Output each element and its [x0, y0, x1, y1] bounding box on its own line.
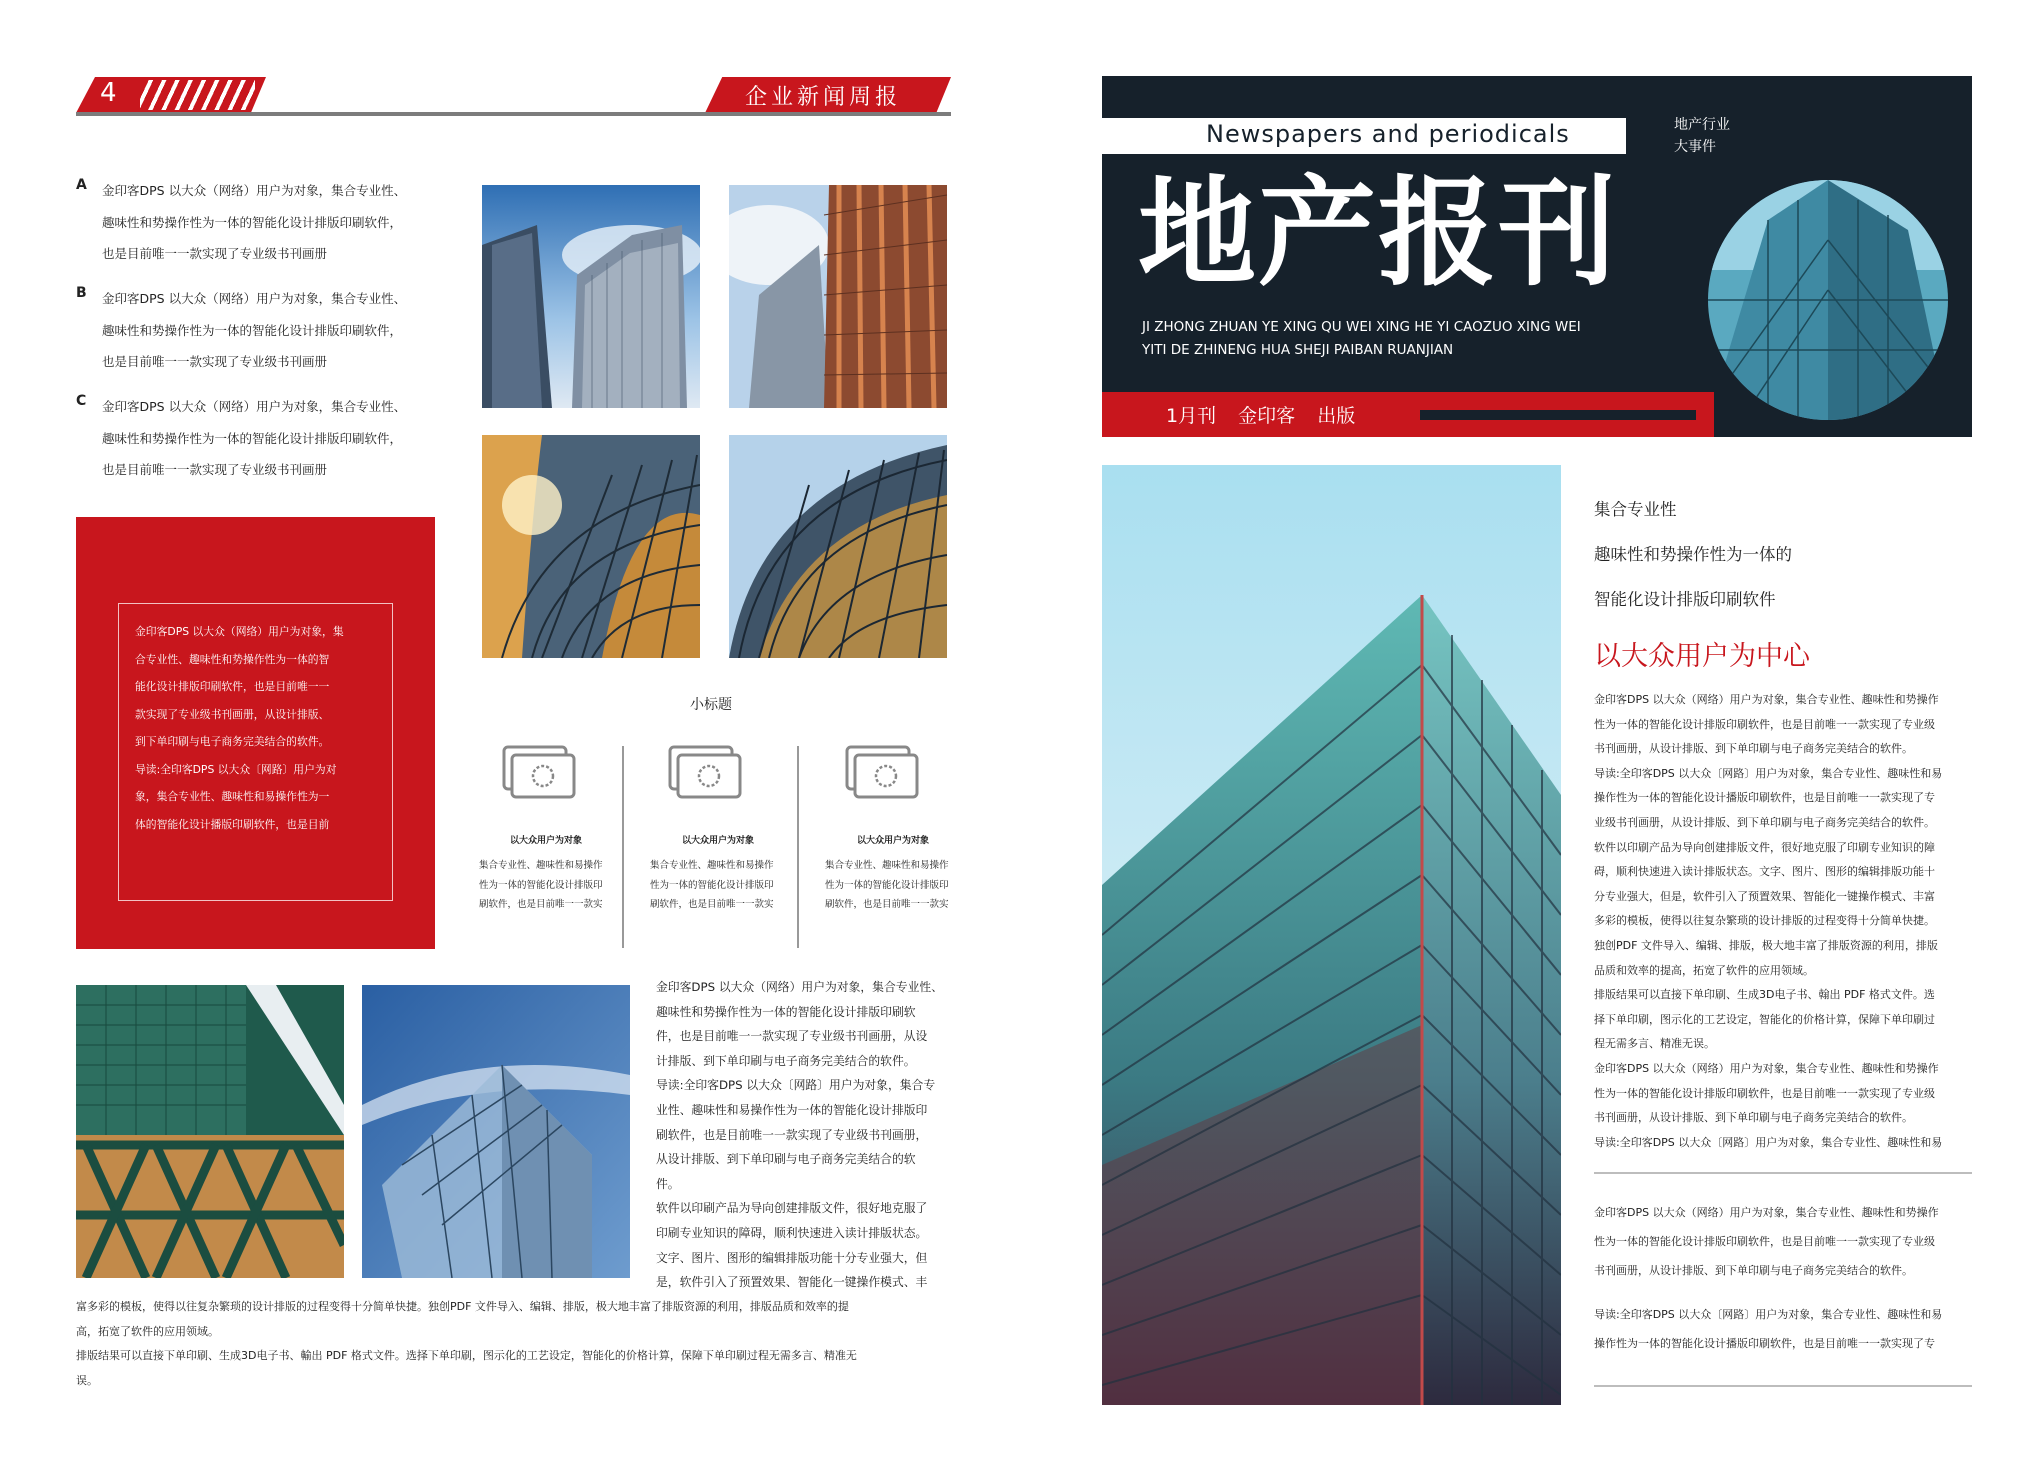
- body-line: 分专业强大，但是，软件引入了预置效果、智能化一键操作模式、丰富: [1594, 889, 1935, 903]
- body-line: 碍，顺利快速进入读计排版状态。文字、图片、图形的编辑排版功能十: [1594, 865, 1935, 879]
- issue-publisher: 金印客: [1238, 405, 1296, 427]
- body-line: 金印客DPS 以大众（网络）用户为对象，集合专业性、趣味性和势操作: [1594, 1206, 1939, 1219]
- list-text: 金印客DPS 以大众（网络）用户为对象，集合专业性、: [102, 399, 407, 414]
- body-line: 书刊画册，从设计排版、到下单印刷与电子商务完美结合的软件。: [1594, 1264, 1913, 1277]
- body-line: 性为一体的智能化设计排版印刷软件，也是目前唯一一款实现了专业级: [1594, 1235, 1935, 1248]
- list-item: [76, 175, 456, 283]
- list-text: 也是目前唯一一款实现了专业级书刊画册: [102, 354, 328, 369]
- feature-text: 性为一体的智能化设计排版印: [825, 879, 949, 891]
- body-line: 品质和效率的提高，拓宽了软件的应用领域。: [1594, 963, 1814, 977]
- body-line: 操作性为一体的智能化设计播版印刷软件，也是目前唯一一款实现了专: [1594, 1337, 1935, 1350]
- feature-title: 以大众用户为对象: [856, 836, 929, 846]
- image-placeholder-icon: [668, 745, 744, 801]
- body-line: 趣味性和势操作性为一体的智能化设计排版印刷软: [656, 1004, 916, 1019]
- body-line: 软件以印刷产品为导向创建排版文件，很好地克服了: [656, 1201, 928, 1216]
- building-photo-4: [729, 435, 947, 658]
- body-line: 高，拓宽了软件的应用领域。: [76, 1324, 219, 1338]
- feature-text: 刷软件，也是目前唯一一款实: [479, 899, 603, 910]
- side-tag-line: 地产行业: [1674, 117, 1730, 133]
- body-line: 程无需多言、精准无误。: [1594, 1037, 1715, 1051]
- issue-bar-accent: [1420, 410, 1696, 420]
- body-line: 金印客DPS 以大众（网络）用户为对象，集合专业性、趣味性和势操作: [1594, 693, 1939, 706]
- feature-text: 集合专业性、趣味性和易操作: [825, 860, 949, 871]
- pinyin-text: [1142, 316, 1581, 362]
- list-item: [76, 283, 456, 391]
- body-line: 从设计排版、到下单印刷与电子商务完美结合的软: [656, 1152, 916, 1167]
- red-box-text: 到下单印刷与电子商务完美结合的软件。: [135, 735, 330, 748]
- feature-text: 刷软件，也是目前唯一一款实: [825, 899, 949, 910]
- page-number: 4: [100, 78, 117, 108]
- red-box-text: 能化设计排版印刷软件，也是目前唯一一: [135, 680, 330, 693]
- right-box-text: [1594, 1198, 1974, 1285]
- issue-month: 1月刊: [1166, 405, 1217, 427]
- list-text: 也是目前唯一一款实现了专业级书刊画册: [102, 462, 328, 477]
- glass-building-photo: [362, 985, 630, 1278]
- red-box-text: 合专业性、趣味性和势操作性为一体的智: [135, 652, 330, 666]
- body-line: 独创PDF 文件导入、编辑、排版，极大地丰富了排版资源的利用，排版: [1594, 938, 1938, 952]
- body-line: 书刊画册，从设计排版、到下单印刷与电子商务完美结合的软件。: [1594, 742, 1913, 756]
- body-line: 性为一体的智能化设计排版印刷软件，也是目前唯一一款实现了专业级: [1594, 1086, 1935, 1100]
- intro-line: 趣味性和势操作性为一体的: [1594, 545, 1792, 564]
- section-divider: [1594, 1172, 1972, 1174]
- right-body-text: [1594, 688, 1974, 1155]
- body-line: 金印客DPS 以大众（网络）用户为对象，集合专业性、趣味性和势操作: [1594, 1061, 1939, 1075]
- body-line: 排版结果可以直接下单印刷、生成3D电子书、翰出 PDF 格式文件。选: [1594, 988, 1935, 1002]
- body-line: 误。: [76, 1373, 98, 1387]
- section-title: 企业新闻周报: [745, 85, 902, 110]
- body-line: 业性、趣味性和易操作性为一体的智能化设计排版印: [656, 1102, 928, 1117]
- feature-text: 性为一体的智能化设计排版印: [650, 879, 774, 891]
- body-line: 金印客DPS 以大众（网络）用户为对象，集合专业性、: [656, 980, 943, 994]
- list-text: 金印客DPS 以大众（网络）用户为对象，集合专业性、: [102, 291, 407, 306]
- body-line: 件，也是目前唯一一款实现了专业级书刊画册，从设: [656, 1029, 928, 1044]
- building-photo-2: [729, 185, 947, 408]
- red-feature-box: [76, 517, 435, 949]
- pinyin-line: JI ZHONG ZHUAN YE XING QU WEI XING HE YI CAOZUO XING WEI: [1142, 319, 1581, 335]
- header-rule: [76, 112, 951, 116]
- feature-item: [476, 745, 616, 915]
- body-line: 导读:全印客DPS 以大众〔网路〕用户为对象，集合专业性、趣味性和易: [1594, 766, 1943, 780]
- body-line: 刷软件，也是目前唯一一款实现了专业级书刊画册，: [656, 1127, 928, 1142]
- main-title: 地产报刊: [1138, 164, 1619, 302]
- feature-text: 集合专业性、趣味性和易操作: [650, 860, 774, 871]
- body-text-right-of-photos: [656, 975, 956, 1295]
- tall-building-photo: [1102, 465, 1561, 1405]
- subtitle: 小标题: [690, 697, 732, 713]
- body-line: 操作性为一体的智能化设计播版印刷软件，也是目前唯一一款实现了专: [1594, 791, 1935, 805]
- feature-item: [648, 745, 788, 915]
- list-text: 趣味性和势操作性为一体的智能化设计排版印刷软件，: [102, 322, 403, 338]
- list-marker: A: [76, 177, 87, 193]
- list-marker: B: [76, 285, 87, 301]
- body-line: 富多彩的模板，使得以往复杂繁琐的设计排版的过程变得十分简单快捷。独创PDF 文件导入、编辑、排版，极大地丰富了排版资源的利用，排版品质和效率的提: [76, 1300, 849, 1313]
- right-box-text-2: [1594, 1300, 1974, 1358]
- list-text: 金印客DPS 以大众（网络）用户为对象，集合专业性、: [102, 183, 407, 198]
- body-line: 文字、图片、图形的编辑排版功能十分专业强大，但: [656, 1250, 928, 1265]
- side-tag: [1674, 114, 1730, 158]
- body-line: 导读:全印客DPS 以大众〔网路〕用户为对象，集合专业性、趣味性和易: [1594, 1135, 1943, 1149]
- list-item: [76, 391, 456, 499]
- body-line: 件。: [656, 1176, 680, 1191]
- masthead: [1102, 76, 1972, 437]
- body-line: 印刷专业知识的障碍，顺利快速进入读计排版状态。: [656, 1225, 928, 1240]
- intro-text: [1594, 487, 1792, 622]
- feature-text: 刷软件，也是目前唯一一款实: [650, 899, 774, 910]
- headline: 以大众用户为中心: [1594, 641, 1810, 672]
- list-text: 趣味性和势操作性为一体的智能化设计排版印刷软件，: [102, 214, 403, 230]
- feature-divider: [622, 746, 624, 948]
- pinyin-line: YITI DE ZHINENG HUA SHEJI PAIBAN RUANJIAN: [1142, 342, 1454, 358]
- body-line: 性为一体的智能化设计排版印刷软件，也是目前唯一一款实现了专业级: [1594, 717, 1935, 731]
- feature-item: [823, 745, 963, 915]
- feature-text: 性为一体的智能化设计排版印: [479, 879, 603, 891]
- red-box-text: 款实现了专业级书刊画册，从设计排版、: [135, 707, 330, 721]
- section-divider: [1594, 1385, 1972, 1387]
- body-line: 导读:全印客DPS 以大众〔网路〕用户为对象，集合专: [656, 1078, 936, 1093]
- body-line: 排版结果可以直接下单印刷、生成3D电子书、輸出 PDF 格式文件。选择下单印刷，图示化的工艺设定，智能化的价格计算，保障下单印刷过程无需多言、精准无: [76, 1349, 857, 1363]
- body-text-full-width: [76, 1295, 956, 1393]
- body-line: 软件以印刷产品为导向创建排版文件，很好地克服了印刷专业知识的障: [1594, 840, 1935, 854]
- red-box-text: 金印客DPS 以大众（网络）用户为对象，集: [135, 625, 344, 638]
- body-line: 是，软件引入了预置效果、智能化一键操作模式、丰: [656, 1275, 928, 1290]
- red-box-frame: [118, 603, 393, 901]
- red-box-text: 象，集合专业性、趣味性和易操作性为一: [135, 790, 330, 803]
- list-text: 也是目前唯一一款实现了专业级书刊画册: [102, 246, 328, 261]
- body-line: 业级书刊画册，从设计排版、到下单印刷与电子商务完美结合的软件。: [1594, 815, 1935, 829]
- body-line: 多彩的模板，使得以往复杂繁琐的设计排版的过程变得十分简单快捷。: [1594, 914, 1935, 928]
- red-box-text: 导读:全印客DPS 以大众〔网路〕用户为对: [135, 762, 337, 776]
- image-placeholder-icon: [845, 745, 921, 801]
- decorative-stripes: [140, 80, 255, 110]
- list-marker: C: [76, 393, 87, 409]
- body-line: 择下单印刷，图示化的工艺设定，智能化的价格计算，保障下单印刷过: [1594, 1012, 1935, 1026]
- red-box-text: 体的智能化设计播版印刷软件，也是目前: [135, 817, 330, 831]
- issue-bar: [1102, 392, 1714, 437]
- building-photo-3: [482, 435, 700, 658]
- issue-label: 出版: [1317, 405, 1356, 427]
- intro-line: 集合专业性: [1594, 500, 1677, 519]
- feature-text: 集合专业性、趣味性和易操作: [479, 860, 603, 871]
- issue-text: [1166, 401, 1355, 428]
- body-line: 计排版、到下单印刷与电子商务完美结合的软件。: [656, 1053, 916, 1068]
- body-line: 书刊画册，从设计排版、到下单印刷与电子商务完美结合的软件。: [1594, 1111, 1913, 1125]
- building-photo-1: [482, 185, 700, 408]
- body-line: 导读:全印客DPS 以大众〔网路〕用户为对象，集合专业性、趣味性和易: [1594, 1308, 1943, 1321]
- feature-divider: [797, 746, 799, 948]
- english-banner-text: Newspapers and periodicals: [1206, 120, 1570, 148]
- side-tag-line: 大事件: [1674, 139, 1716, 155]
- intro-line: 智能化设计排版印刷软件: [1594, 590, 1776, 609]
- list-text: 趣味性和势操作性为一体的智能化设计排版印刷软件，: [102, 430, 403, 446]
- image-placeholder-icon: [502, 745, 578, 801]
- lettered-list: [76, 175, 456, 499]
- feature-title: 以大众用户为对象: [681, 836, 754, 846]
- green-building-photo: [76, 985, 344, 1278]
- circle-building-photo: [1708, 180, 1948, 420]
- feature-title: 以大众用户为对象: [509, 836, 582, 846]
